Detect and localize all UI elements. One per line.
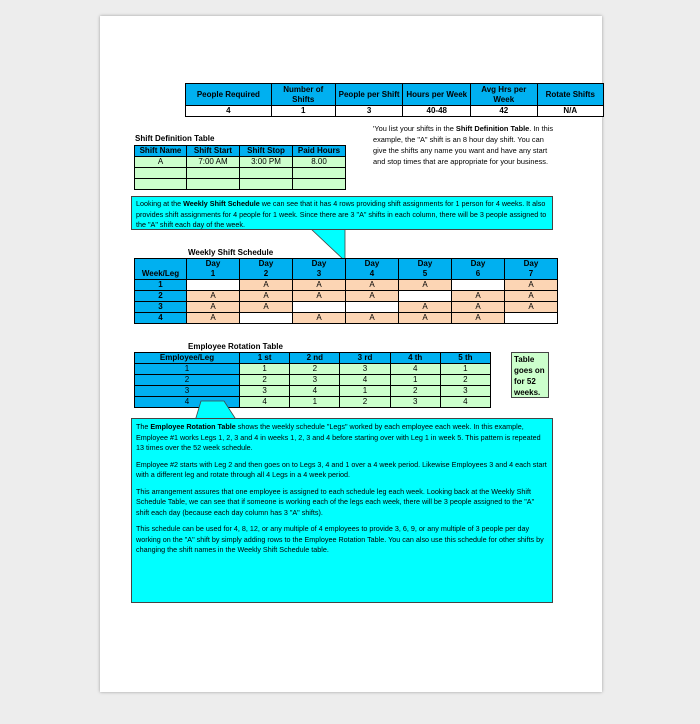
rotation-leg-cell: 2 [390,386,440,397]
shift-definition-cell: 3:00 PM [240,157,293,168]
weekly-shift-cell: A [240,302,293,313]
rotation-leg-cell: 3 [440,386,490,397]
day-label: Day [364,259,380,268]
weekly-shift-cell: A [399,280,452,291]
rotation-leg-cell: 1 [340,386,390,397]
rotation-leg-cell: 1 [290,397,340,408]
weekly-shift-cell: A [505,291,558,302]
rotation-leg-cell: 1 [240,364,290,375]
summary-header-cell: Avg Hrs per Week [471,84,537,106]
summary-value-cell: 4 [186,106,272,117]
summary-value-cell: 42 [471,106,537,117]
shift-definition-header-cell: Shift Stop [240,146,293,157]
rotation-leg-cell: 3 [240,386,290,397]
rotation-header-cell: 1 st [240,353,290,364]
weekly-shift-cell: A [346,313,399,324]
weekly-shift-cell: A [293,291,346,302]
weekly-shift-cell: A [240,291,293,302]
rotation-employee-cell: 2 [135,375,240,386]
shift-definition-cell: 7:00 AM [187,157,240,168]
weekly-shift-cell: A [187,313,240,324]
weekly-shift-cell: A [293,280,346,291]
summary-header-cell: People Required [186,84,272,106]
weekly-leg-cell: 2 [135,291,187,302]
weekly-shift-cell: A [452,291,505,302]
rotation-leg-cell: 1 [440,364,490,375]
weeks-note: Table goes on for 52 weeks. [511,352,549,398]
day-number: 1 [210,269,216,278]
rotation-leg-cell: 4 [440,397,490,408]
callout-paragraph: This arrangement assures that one employee is assigned to each schedule leg each week. Looking back at the Weekly Shift Schedule Table, we can see that if someone is working each of the legs each week, there will be 3 people assigned to the "A" shift each day (because each day column has 3 "A" shifts). [136,486,535,517]
rotation-header-cell: 3 rd [340,353,390,364]
day-number: 3 [316,269,322,278]
summary-header-cell: Number of Shifts [271,84,335,106]
note-text: 'You list your shifts in the [373,124,456,133]
weekly-schedule-title: Weekly Shift Schedule [188,248,274,257]
shift-definition-title: Shift Definition Table [135,134,215,143]
rotation-header-cell: 2 nd [290,353,340,364]
weekly-shift-cell: A [346,280,399,291]
shift-definition-header-cell: Paid Hours [293,146,346,157]
weekly-shift-cell: A [187,302,240,313]
day-label: Day [523,259,539,268]
callout-text: shows the weekly schedule "Legs" worked by each employee each week. In this example, Employee #1 works Legs 1, 2, 3 and 4 in weeks 1, 2, 3 and 4 before starting over with Leg 1 in week 5. This pattern is repeated 13 times over the 52 week schedule. [136,422,541,452]
summary-header-cell: Hours per Week [403,84,471,106]
weekly-leg-cell: 3 [135,302,187,313]
summary-value-cell: N/A [537,106,604,117]
rotation-header-cell: 5 th [440,353,490,364]
callout-text: Looking at the [136,199,184,208]
day-number: 5 [422,269,428,278]
day-number: 6 [475,269,481,278]
rotation-leg-cell: 2 [340,397,390,408]
weekly-shift-cell: A [399,302,452,313]
callout-bold-text: Employee Rotation Table [150,422,236,431]
weekly-leg-cell: 1 [135,280,187,291]
weekly-corner-cell: Week/Leg [135,259,187,280]
weekly-shift-cell: A [187,291,240,302]
rotation-header-cell: Employee/Leg [135,353,240,364]
rotation-leg-cell: 2 [240,375,290,386]
rotation-leg-cell: 3 [340,364,390,375]
rotation-leg-cell: 4 [340,375,390,386]
rotation-header-cell: 4 th [390,353,440,364]
summary-header-cell: People per Shift [335,84,403,106]
rotation-title: Employee Rotation Table [188,342,283,351]
weekly-shift-cell: A [505,302,558,313]
shift-definition-header-cell: Shift Start [187,146,240,157]
rotation-leg-cell: 2 [290,364,340,375]
shift-definition-cell: A [135,157,187,168]
summary-value-cell: 1 [271,106,335,117]
rotation-employee-cell: 4 [135,397,240,408]
rotation-leg-cell: 3 [390,397,440,408]
day-number: 4 [369,269,375,278]
day-label: Day [258,259,274,268]
rotation-leg-cell: 3 [290,375,340,386]
note-text: . In this example, the "A" shift is an 8 hour day shift. You can give the shifts any name you want and have any start and stop times that are appropriate for your business. [373,124,554,166]
callout-bold-text: Weekly Shift Schedule [183,199,260,208]
callout-paragraph: Employee #2 starts with Leg 2 and then goes on to Legs 3, 4 and 1 over a 4 week period. Likewise Employees 3 and 4 each start with a different leg and rotate through all 4 Legs in a 4 week period. [136,459,547,479]
callout-paragraph: This schedule can be used for 4, 8, 12, or any multiple of 4 employees to provide 3, 6, 9, or any multiple of 3 people per day working on the "A" shift by simply adding rows to the Employee Rotation Table. You can also use this schedule for other shifts by changing the shift names in the Weekly Shift Schedule table. [136,524,544,554]
callout-text: we can see that it has 4 rows providing shift assignments for 1 person for 4 weeks. It also provides shift assignments for 4 people for 1 week. Since there are 3 "A" shifts in each column, there will be 3 people assigned to the "A" shift each day of the week. [136,199,547,229]
callout-text: The [136,422,151,431]
shift-definition-header-cell: Shift Name [135,146,187,157]
rotation-employee-cell: 3 [135,386,240,397]
day-label: Day [470,259,486,268]
day-label: Day [205,259,221,268]
weekly-shift-cell: A [399,313,452,324]
weekly-leg-cell: 4 [135,313,187,324]
summary-value-cell: 3 [335,106,403,117]
shift-definition-cell: 8.00 [293,157,346,168]
rotation-leg-cell: 4 [290,386,340,397]
rotation-leg-cell: 2 [440,375,490,386]
day-number: 7 [528,269,534,278]
summary-header-cell: Rotate Shifts [537,84,604,106]
weekly-shift-cell: A [505,280,558,291]
weekly-shift-cell: A [452,313,505,324]
rotation-callout [131,418,553,603]
rotation-leg-cell: 1 [390,375,440,386]
rotation-employee-cell: 1 [135,364,240,375]
document-page [100,16,602,692]
day-number: 2 [263,269,269,278]
day-label: Day [417,259,433,268]
note-bold-text: Shift Definition Table [455,124,530,133]
day-label: Day [311,259,327,268]
weekly-shift-cell: A [346,291,399,302]
weekly-shift-cell: A [240,280,293,291]
weekly-shift-cell: A [452,302,505,313]
rotation-leg-cell: 4 [390,364,440,375]
rotation-leg-cell: 4 [240,397,290,408]
callout-paragraph [136,422,548,454]
weekly-shift-cell: A [293,313,346,324]
summary-value-cell: 40-48 [403,106,471,117]
